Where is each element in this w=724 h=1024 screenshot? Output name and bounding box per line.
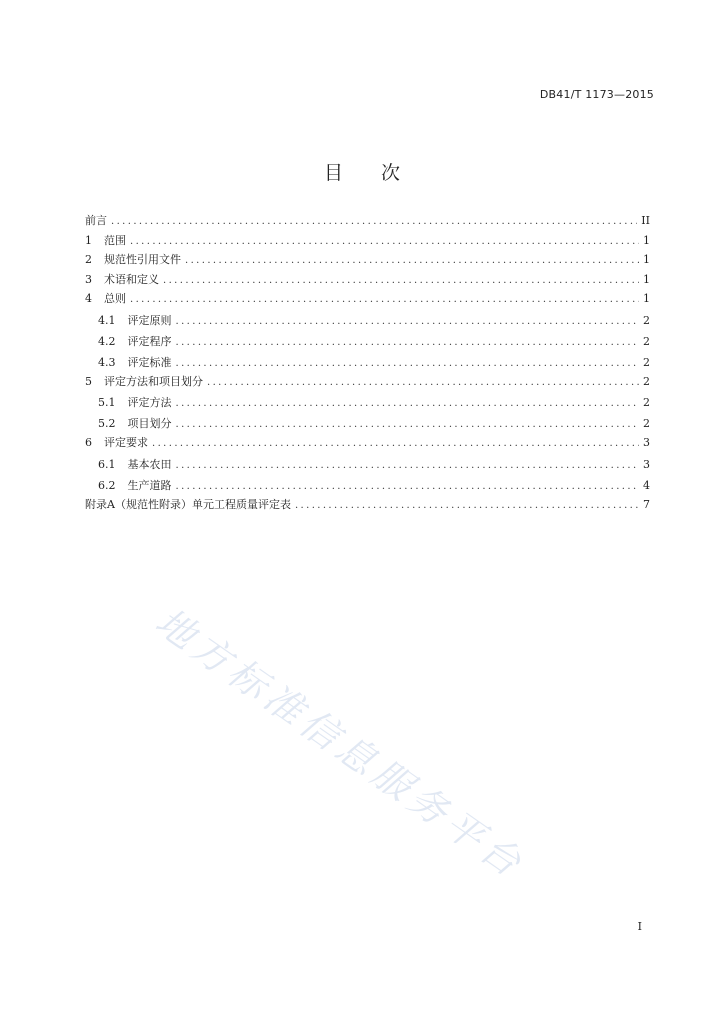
toc-leader-dots — [176, 337, 640, 349]
toc-leader-dots — [176, 316, 640, 328]
toc-entry-label: 项目划分 — [127, 417, 172, 430]
toc-entry[interactable] — [85, 395, 650, 416]
toc-leader-dots — [295, 500, 639, 512]
toc-entry[interactable] — [85, 499, 650, 519]
toc-entry-label: 评定原则 — [127, 313, 172, 327]
toc-entry-number: 6.1 — [98, 457, 116, 471]
toc-entry[interactable] — [85, 215, 650, 235]
toc-entry-page: 3 — [643, 457, 650, 471]
toc-entry-label: 范围 — [104, 233, 126, 247]
toc-leader-dots — [207, 377, 639, 389]
toc-entry-number: 4.3 — [98, 355, 116, 369]
toc-entry[interactable] — [85, 254, 650, 274]
toc-leader-dots — [185, 255, 639, 267]
toc-entry-page: 7 — [643, 497, 650, 511]
toc-leader-dots — [163, 275, 639, 287]
toc-leader-dots — [176, 460, 640, 472]
toc-entry[interactable] — [85, 293, 650, 313]
toc-leader-dots — [176, 358, 640, 370]
toc-entry-number: 4 — [85, 292, 92, 305]
toc-leader-dots — [111, 216, 637, 228]
toc-entry-page: II — [641, 214, 650, 227]
toc-entry-page: 2 — [643, 334, 650, 348]
toc-entry-page: 1 — [643, 272, 650, 286]
toc-entry-label: 前言 — [85, 214, 107, 227]
toc-entry[interactable] — [85, 457, 650, 478]
toc-entry-page: 1 — [643, 253, 650, 266]
toc-entry-page: 2 — [643, 374, 650, 388]
toc-entry-number: 5.1 — [98, 396, 116, 409]
toc-leader-dots — [130, 294, 639, 306]
toc-entry-page: 1 — [643, 233, 650, 247]
toc-entry-label: 评定程序 — [127, 334, 172, 348]
toc-entry-page: 2 — [643, 396, 650, 409]
toc-entry-label: 规范性引用文件 — [104, 253, 181, 266]
toc-entry-number: 3 — [85, 272, 92, 286]
toc-entry-number: 2 — [85, 253, 92, 266]
page-title: 目 次 — [323, 162, 400, 184]
toc-entry[interactable] — [85, 437, 650, 457]
toc-entry-page: 2 — [643, 417, 650, 430]
toc-entry[interactable] — [85, 274, 650, 294]
toc-entry[interactable] — [85, 235, 650, 255]
toc-entry[interactable] — [85, 478, 650, 499]
standard-code: DB41/T 1173—2015 — [539, 88, 654, 101]
toc-entry-number: 6 — [85, 436, 92, 449]
toc-entry-number: 4.1 — [98, 313, 116, 327]
toc-entry-label: 评定要求 — [104, 436, 148, 449]
toc-entry[interactable] — [85, 376, 650, 396]
toc-entry-page: 4 — [643, 478, 650, 492]
toc-leader-dots — [152, 438, 639, 450]
toc-entry-number: 5 — [85, 374, 92, 388]
toc-entry-number: 6.2 — [98, 478, 116, 492]
toc-entry[interactable] — [85, 334, 650, 355]
toc-leader-dots — [176, 398, 640, 410]
toc-entry-page: 2 — [643, 355, 650, 369]
toc-entry-number: 1 — [85, 233, 92, 247]
watermark: 地方标准信息服务平台 — [147, 599, 534, 888]
toc-entry-label: 附录A（规范性附录）单元工程质量评定表 — [85, 497, 291, 511]
toc-entry-page: 3 — [643, 436, 650, 449]
toc-leader-dots — [130, 236, 639, 248]
toc-entry-number: 5.2 — [98, 417, 116, 430]
toc-entry-label: 评定方法 — [127, 396, 172, 409]
toc-entry-label: 术语和定义 — [104, 272, 159, 286]
toc-leader-dots — [176, 481, 640, 493]
toc-entry-label: 生产道路 — [127, 478, 172, 492]
toc-entry-label: 评定标准 — [127, 355, 172, 369]
toc-entry[interactable] — [85, 355, 650, 376]
page-number: I — [637, 920, 642, 933]
toc-entry[interactable] — [85, 313, 650, 334]
toc-entry[interactable] — [85, 416, 650, 437]
toc-entry-number: 4.2 — [98, 334, 116, 348]
toc-entry-label: 总则 — [104, 292, 126, 305]
toc-entry-label: 评定方法和项目划分 — [104, 374, 203, 388]
toc-entry-page: 1 — [643, 292, 650, 305]
toc-entry-page: 2 — [643, 313, 650, 327]
toc-entry-label: 基本农田 — [127, 457, 172, 471]
toc-leader-dots — [176, 419, 640, 431]
table-of-contents — [85, 215, 650, 518]
